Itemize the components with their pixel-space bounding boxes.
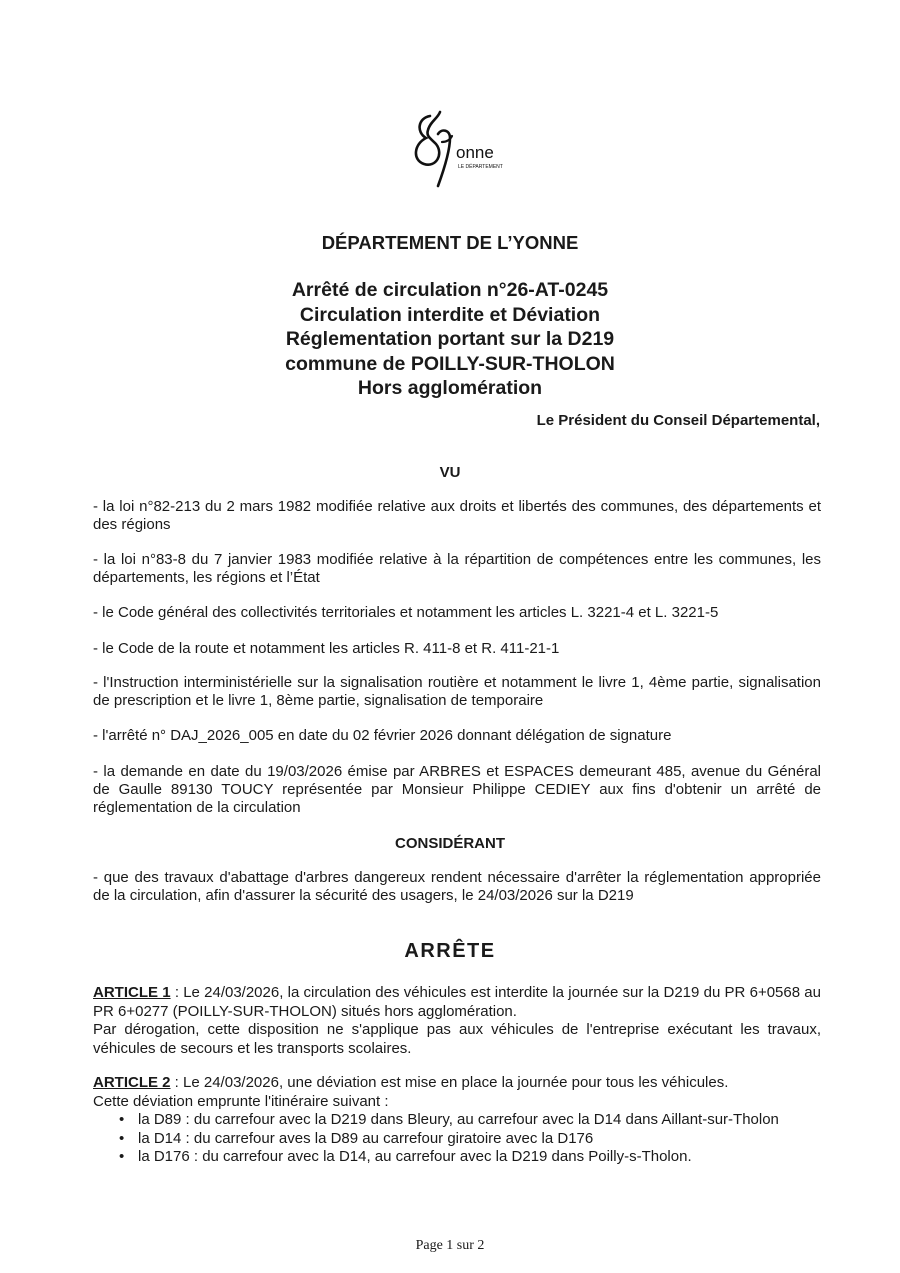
vu-item: - la demande en date du 19/03/2026 émise par ARBRES et ESPACES demeurant 485, avenue du Général de Gaulle 89130 TOUCY représentée par Monsieur Philippe CEDIEY aux fins d'obtenir un arrêté de réglementation de la circulation (93, 763, 821, 816)
yonne-logo-icon (408, 108, 518, 190)
article-2-text: : Le 24/03/2026, une déviation est mise en place la journée pour tous les véhicules. (170, 1074, 729, 1091)
list-item: • la D14 : du carrefour aves la D89 au carrefour giratoire avec la D176 (93, 1130, 821, 1149)
title-line: Hors agglomération (357, 377, 543, 399)
article-1-paragraph (93, 984, 821, 1021)
vu-item: - l'Instruction interministérielle sur la signalisation routière et notamment le livre 1, 4ème partie, signalisation de prescription et le livre 1, 8ème partie, signalisation de temporaire (93, 674, 821, 709)
department-heading: DÉPARTEMENT DE L’YONNE (321, 232, 579, 253)
president-line: Le Président du Conseil Départemental, (536, 412, 820, 429)
list-item: • la D89 : du carrefour avec la D219 dans Bleury, au carrefour avec la D14 dans Aillant-sur-Tholon (93, 1111, 821, 1130)
considerant-heading: CONSIDÉRANT (394, 835, 505, 852)
title-line: commune de POILLY-SUR-THOLON (285, 352, 615, 375)
vu-heading: VU (439, 464, 461, 481)
considerant-text: - que des travaux d'abattage d'arbres dangereux rendent nécessaire d'arrêter la réglementation appropriée de la circulation, afin d'assurer la sécurité des usagers, le 24/03/2026 sur la D219 (93, 869, 821, 904)
vu-item: - le Code de la route et notamment les articles R. 411-8 et R. 411-21-1 (93, 640, 560, 657)
vu-item: - la loi n°83-8 du 7 janvier 1983 modifiée relative à la répartition de compétences entre les communes, les départements, les régions et l’État (93, 551, 821, 586)
page-number: Page 1 sur 2 (415, 1238, 485, 1253)
list-item: • la D176 : du carrefour avec la D14, au carrefour avec la D219 dans Poilly-s-Tholon. (93, 1148, 821, 1167)
vu-item: - le Code général des collectivités territoriales et notamment les articles L. 3221-4 et L. 3221-5 (93, 604, 719, 621)
title-line: Arrêté de circulation n°26-AT-0245 (291, 279, 609, 301)
decree-title (0, 278, 900, 401)
svg-text:LE DÉPARTEMENT: LE DÉPARTEMENT (458, 164, 503, 170)
article-2 (93, 1074, 821, 1167)
article-1-text: : Le 24/03/2026, la circulation des véhicules est interdite la journée sur la D219 du PR 6+0568 au PR 6+0277 (POILLY-SUR-THOLON) situés hors agglomération. (93, 984, 821, 1020)
itinerary-list (93, 1111, 821, 1167)
article-2-label: ARTICLE 2 (93, 1074, 171, 1091)
title-line: Réglementation portant sur la D219 (285, 328, 615, 350)
article-1 (93, 984, 821, 1058)
department-logo (408, 108, 518, 190)
vu-item: - la loi n°82-213 du 2 mars 1982 modifiée relative aux droits et libertés des communes, des départements et des régions (93, 498, 821, 533)
vu-item: - l'arrêté n° DAJ_2026_005 en date du 02 février 2026 donnant délégation de signature (93, 727, 672, 744)
article-2-paragraph (93, 1074, 821, 1093)
title-line: Circulation interdite et Déviation (299, 303, 601, 326)
svg-text:onne: onne (456, 143, 494, 162)
arrete-heading: ARRÊTE (404, 940, 496, 962)
article-2-itinerary-intro: Cette déviation emprunte l'itinéraire suivant : (93, 1092, 389, 1110)
article-1-derogation: Par dérogation, cette disposition ne s'applique pas aux véhicules de l'entreprise exécutant les travaux, véhicules de secours et les transports scolaires. (93, 1021, 821, 1057)
article-1-label: ARTICLE 1 (93, 984, 171, 1001)
